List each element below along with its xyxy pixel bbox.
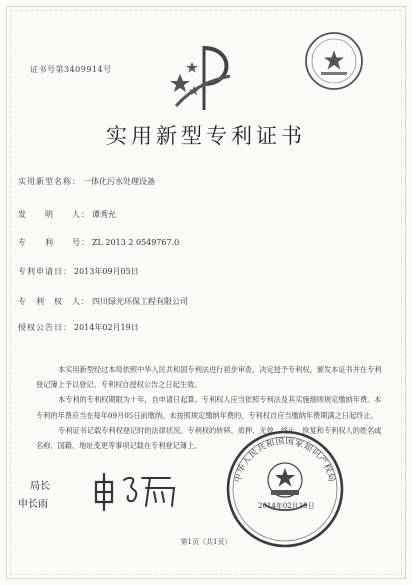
paragraph: 本专利的专利权期限为十年，自申请日起算。专利权人应当依照专利法及其实施细则规定缴纳年费。本专利的年费应当在每年09月05日前缴纳。未按照规定缴纳年费的，专利权自应当缴纳年费期满之日起终止。 [36,395,382,420]
field-grant-date [18,322,139,333]
field-application-date [18,266,139,277]
document-title: 实用新型专利证书 [106,124,306,148]
field-value: 2014年02月19日 [74,323,139,332]
field-value: 2013年09月05日 [74,267,139,276]
field-label: 授权公告日： [18,323,72,332]
handwritten-signature [90,468,190,512]
certificate-number: 证书号第3409914号 [30,65,112,74]
field-label: 发 明 人： [18,210,90,219]
field-label: 实用新型名称： [18,177,81,186]
director-name: 申长雨 [18,499,48,510]
field-value: ZL 2013 2 0549767.0 [92,238,180,247]
page-footer: 第1页（共1页） [180,538,232,546]
field-utility-model-name [18,176,155,187]
paragraph: 本实用新型经过本局依照中华人民共和国专利法进行初步审查，决定授予专利权，颁发本证书并在专利登记簿上予以登记。专利权自授权公告之日起生效。 [36,365,382,390]
field-value: 四川绿光环保工程有限公司 [92,297,188,306]
director-title: 局长 [30,481,50,492]
signature-labels [18,478,50,514]
seal-text: 中华人民共和国国家知识产权局 [233,436,337,484]
paragraph: 专利证书记载专利权登记时的法律状况。专利权的转移、质押、无效、终止、恢复和专利权人的姓名或名称、国籍、地址变更等事项记载在专利登记簿上。 [36,425,382,451]
seal-date: 2014年02月19日 [258,502,315,510]
field-label: 专 利 权 人： [18,297,90,306]
patent-office-emblem-icon [168,40,234,122]
field-value: 谭秀允 [92,210,116,219]
field-patentee [18,296,188,307]
field-inventor [18,209,116,220]
field-value: 一体化污水处理设备 [83,177,155,186]
official-seal-large-icon [224,428,346,550]
field-label: 专利申请日： [18,267,72,276]
field-patent-number [18,237,179,248]
field-label: 专 利 号： [18,238,90,247]
official-seal-small-icon [303,30,365,92]
